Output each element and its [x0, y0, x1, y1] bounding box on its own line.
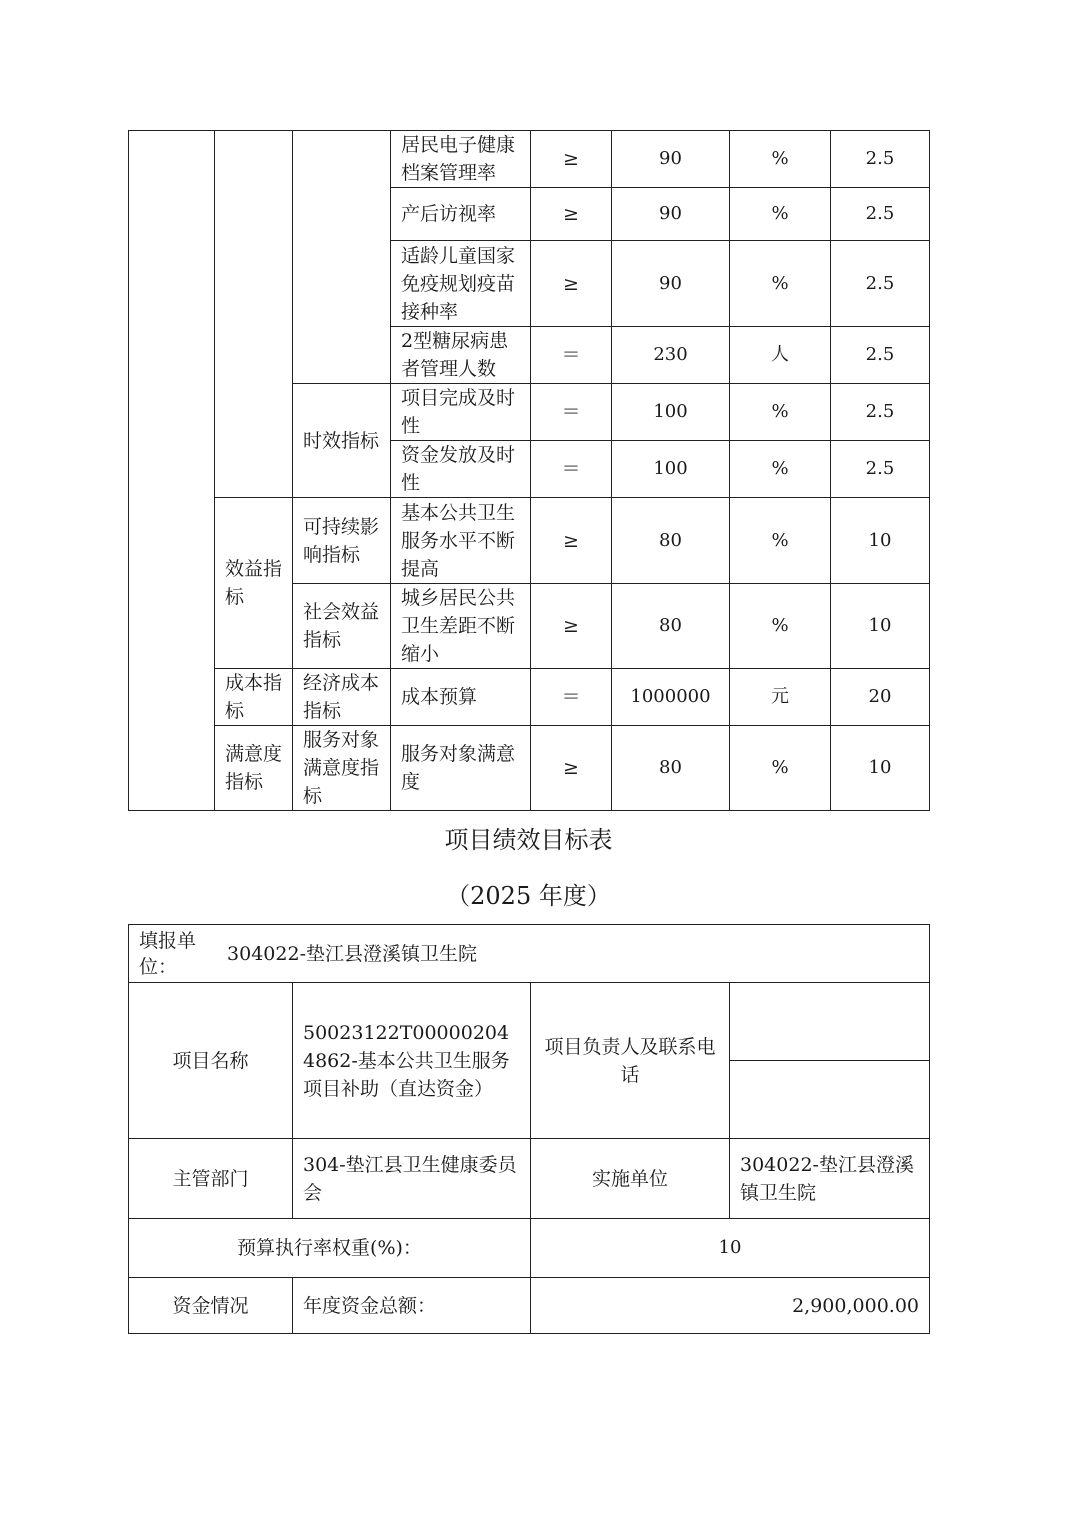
indicator-value: 100: [612, 384, 730, 441]
indicator-weight: 2.5: [831, 188, 930, 241]
indicator-weight: 10: [831, 584, 930, 669]
indicator-unit: 人: [730, 327, 831, 384]
indicator-unit: %: [730, 188, 831, 241]
reporting-unit-row: [129, 925, 930, 983]
budget-weight-value: 10: [531, 1219, 930, 1278]
indicator-name: 成本预算: [391, 669, 531, 726]
indicator-name: 城乡居民公共卫生差距不断缩小: [391, 584, 531, 669]
impl-unit-value: 304022-垫江县澄溪镇卫生院: [730, 1139, 930, 1219]
level0-cell: [129, 131, 215, 811]
indicator-unit: %: [730, 584, 831, 669]
impl-unit-label: 实施单位: [531, 1139, 730, 1219]
indicator-operator: ≥: [531, 131, 612, 188]
level2-cell-timeliness: 时效指标: [293, 384, 391, 498]
indicator-weight: 20: [831, 669, 930, 726]
indicator-weight: 10: [831, 726, 930, 811]
indicator-unit: 元: [730, 669, 831, 726]
level2-cell-social: 社会效益指标: [293, 584, 391, 669]
project-name-label: 项目名称: [129, 983, 293, 1139]
indicator-value: 1000000: [612, 669, 730, 726]
indicator-name: 产后访视率: [391, 188, 531, 241]
indicator-unit: %: [730, 241, 831, 327]
dept-label: 主管部门: [129, 1139, 293, 1219]
indicator-unit: %: [730, 441, 831, 498]
indicator-operator: ＝: [531, 384, 612, 441]
level1-cell-output: [215, 131, 293, 498]
indicator-value: 80: [612, 584, 730, 669]
document-title: 项目绩效目标表: [444, 826, 613, 854]
indicator-operator: ＝: [531, 669, 612, 726]
level1-cell-cost: 成本指标: [215, 669, 293, 726]
indicator-name: 服务对象满意度: [391, 726, 531, 811]
indicator-name: 适龄儿童国家免疫规划疫苗接种率: [391, 241, 531, 327]
indicator-value: 90: [612, 131, 730, 188]
indicator-weight: 2.5: [831, 241, 930, 327]
indicator-table: [128, 130, 930, 811]
project-name-value: 50023122T000002044862-基本公共卫生服务项目补助（直达资金）: [293, 983, 531, 1139]
level1-cell-benefit: 效益指标: [215, 498, 293, 669]
indicator-value: 90: [612, 188, 730, 241]
indicator-operator: ≥: [531, 188, 612, 241]
level2-cell-quality: [293, 131, 391, 384]
indicator-name: 基本公共卫生服务水平不断提高: [391, 498, 531, 584]
indicator-operator: ≥: [531, 241, 612, 327]
project-info-table: [128, 924, 930, 1334]
indicator-operator: ＝: [531, 327, 612, 384]
indicator-weight: 2.5: [831, 441, 930, 498]
indicator-weight: 2.5: [831, 327, 930, 384]
indicator-operator: ≥: [531, 498, 612, 584]
indicator-value: 100: [612, 441, 730, 498]
indicator-unit: %: [730, 498, 831, 584]
document-year: （2025 年度）: [446, 882, 611, 910]
indicator-unit: %: [730, 384, 831, 441]
budget-weight-label: 预算执行率权重(%)：: [129, 1219, 531, 1278]
indicator-name: 居民电子健康档案管理率: [391, 131, 531, 188]
contact-label: 项目负责人及联系电话: [531, 983, 730, 1139]
indicator-value: 230: [612, 327, 730, 384]
indicator-weight: 10: [831, 498, 930, 584]
contact-value-2: [730, 1061, 930, 1139]
indicator-value: 80: [612, 726, 730, 811]
indicator-operator: ≥: [531, 726, 612, 811]
indicator-name: 2型糖尿病患者管理人数: [391, 327, 531, 384]
indicator-name: 资金发放及时性: [391, 441, 531, 498]
indicator-value: 90: [612, 241, 730, 327]
contact-value-1: [730, 983, 930, 1061]
level2-cell-economic-cost: 经济成本指标: [293, 669, 391, 726]
indicator-value: 80: [612, 498, 730, 584]
indicator-operator: ＝: [531, 441, 612, 498]
reporting-unit-value: 304022-垫江县澄溪镇卫生院: [227, 942, 477, 965]
indicator-weight: 2.5: [831, 384, 930, 441]
indicator-operator: ≥: [531, 584, 612, 669]
indicator-weight: 2.5: [831, 131, 930, 188]
annual-total-value: 2,900,000.00: [531, 1278, 930, 1334]
indicator-unit: %: [730, 726, 831, 811]
indicator-name: 项目完成及时性: [391, 384, 531, 441]
level2-cell-satisfaction: 服务对象满意度指标: [293, 726, 391, 811]
level1-cell-satisfaction: 满意度指标: [215, 726, 293, 811]
indicator-unit: %: [730, 131, 831, 188]
reporting-unit-label: 填报单位：: [139, 929, 197, 978]
level2-cell-sustainable: 可持续影响指标: [293, 498, 391, 584]
funds-label: 资金情况: [129, 1278, 293, 1334]
dept-value: 304-垫江县卫生健康委员会: [293, 1139, 531, 1219]
annual-total-label: 年度资金总额：: [293, 1278, 531, 1334]
